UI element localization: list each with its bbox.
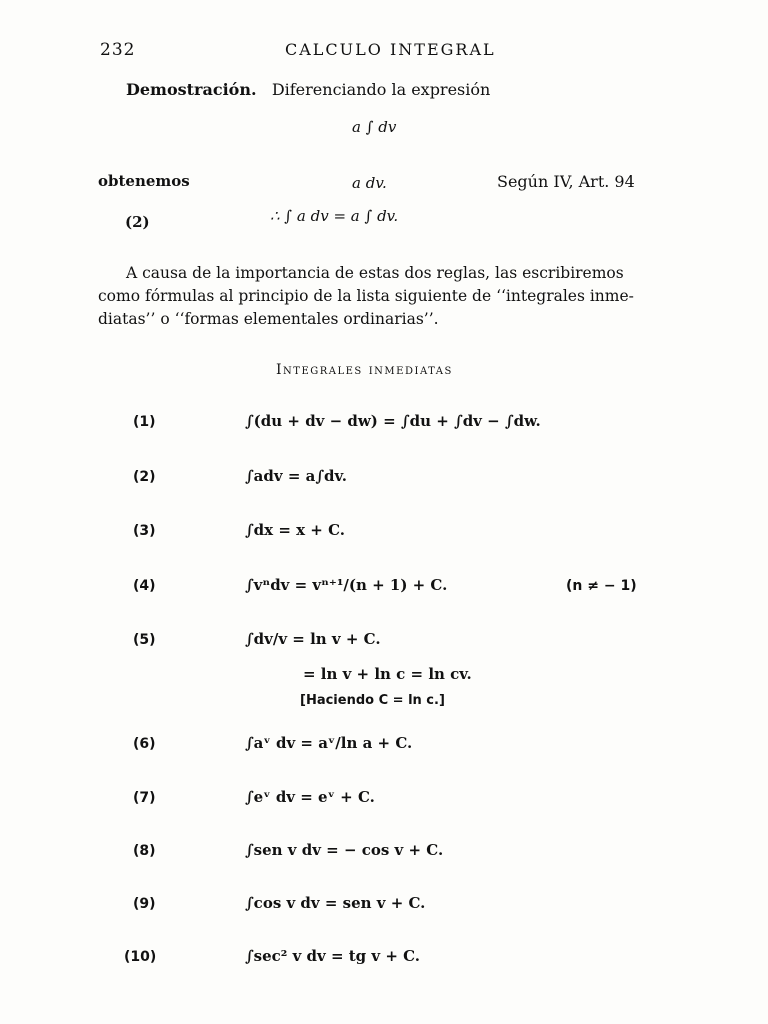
running-title: CALCULO INTEGRAL: [285, 40, 496, 59]
formula-power-rule: ∫vⁿdv = vⁿ⁺¹/(n + 1) + C.: [245, 576, 448, 594]
formula-number: (2): [133, 469, 156, 485]
formula-constant-rule: ∫adv = a∫dv.: [245, 467, 347, 485]
demonstration-text: Diferenciando la expresión: [271, 80, 491, 99]
formula-condition: (n ≠ − 1): [566, 578, 637, 594]
formula-number: (5): [133, 632, 156, 648]
article-reference: Según IV, Art. 94: [497, 172, 635, 191]
formula-sine: ∫sen v dv = − cos v + C.: [245, 841, 444, 859]
formula-exponential-a: ∫aᵛ dv = aᵛ/ln a + C.: [245, 734, 413, 752]
equation-number: (2): [125, 213, 150, 231]
section-title: Integrales inmediatas: [276, 362, 453, 378]
formula-log-rule: ∫dv/v = ln v + C.: [245, 630, 381, 648]
formula-number: (6): [133, 736, 156, 752]
formula-number: (8): [133, 843, 156, 859]
formula-number: (9): [133, 896, 156, 912]
formula-number: (7): [133, 790, 156, 806]
formula-exponential-e: ∫eᵛ dv = eᵛ + C.: [245, 788, 375, 806]
formula-note: [Haciendo C = ln c.]: [300, 693, 445, 708]
paragraph-line: diatas’’ o ‘‘formas elementales ordinarias’’.: [98, 310, 439, 328]
formula-sum-rule: ∫(du + dv − dw) = ∫du + ∫dv − ∫dw.: [245, 412, 541, 430]
obtain-expression: a dv.: [352, 174, 387, 192]
formula-secant-squared: ∫sec² v dv = tg v + C.: [245, 947, 421, 965]
obtain-label: obtenemos: [98, 172, 190, 190]
demonstration-label: Demostración.: [126, 80, 257, 99]
expression-a-int-dv: a ∫ dv: [352, 118, 397, 136]
formula-number: (10): [124, 949, 157, 965]
equation-constant-rule: ∴ ∫ a dv = a ∫ dv.: [270, 207, 399, 225]
paragraph-line: A causa de la importancia de estas dos reglas, las escribiremos: [126, 264, 624, 282]
formula-number: (1): [133, 414, 156, 430]
explanatory-paragraph: [98, 262, 648, 331]
paragraph-line: como fórmulas al principio de la lista siguiente de ‘‘integrales inme-: [98, 287, 634, 305]
formula-cosine: ∫cos v dv = sen v + C.: [245, 894, 426, 912]
formula-number: (4): [133, 578, 156, 594]
page-number: 232: [100, 40, 136, 60]
demonstration-line: [126, 80, 490, 99]
formula-dx: ∫dx = x + C.: [245, 521, 345, 539]
formula-log-continuation: = ln v + ln c = ln cv.: [303, 665, 472, 683]
formula-number: (3): [133, 523, 156, 539]
